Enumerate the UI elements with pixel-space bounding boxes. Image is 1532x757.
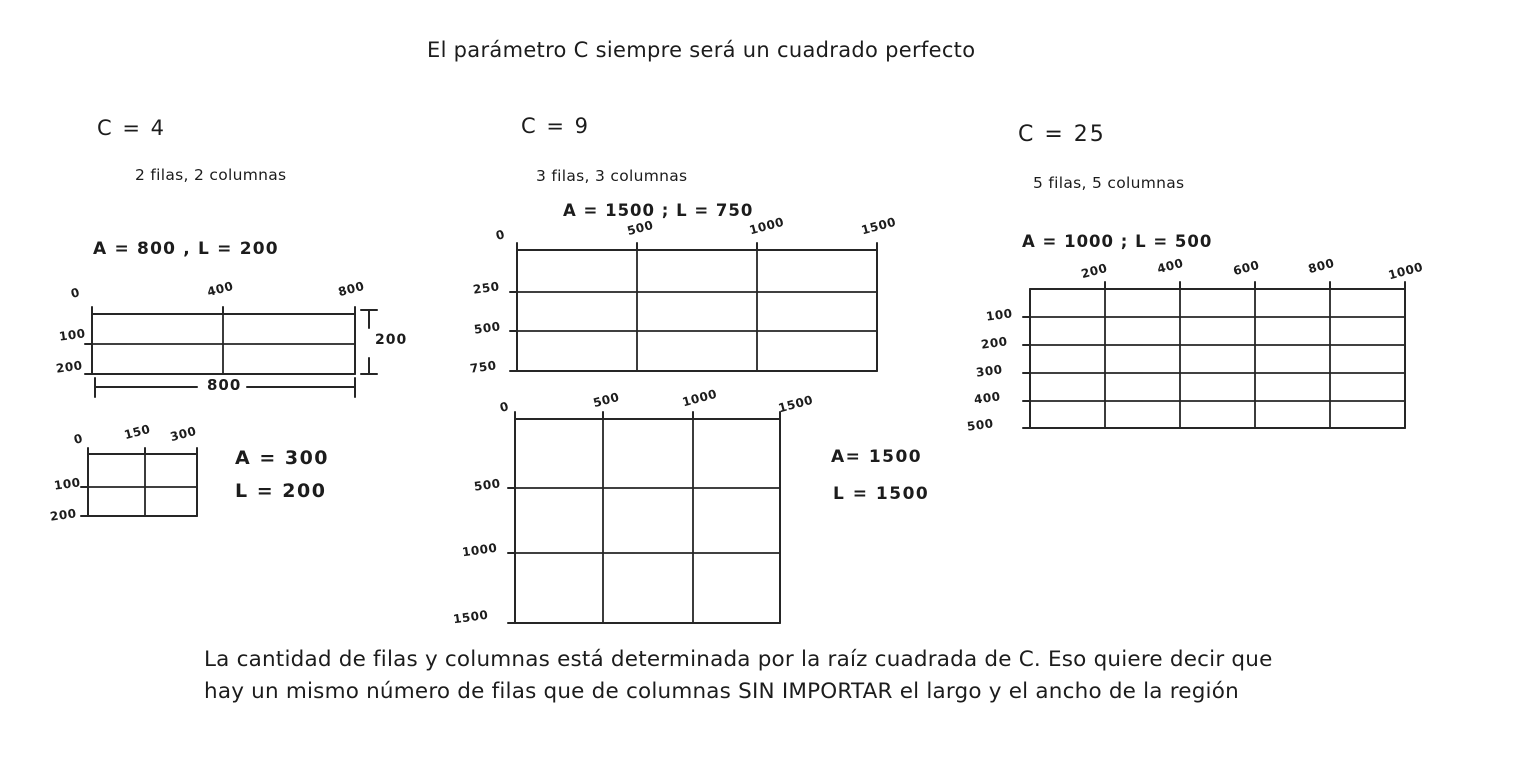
x-tick-label: 1000 [747,214,786,238]
y-tick-label: 1500 [452,607,490,627]
x-tick-label: 400 [1155,255,1185,277]
page-title: El parámetro C siempre será un cuadrado perfecto [427,38,976,62]
grid-c9-square-lines [440,385,930,640]
y-tick-label: 200 [980,334,1009,352]
x-tick-label: 500 [591,389,621,411]
y-tick-label: 100 [985,306,1014,324]
grid-c4-large [55,280,415,410]
x-tick-label: 500 [625,217,655,239]
x-tick-label: 800 [336,278,366,300]
grid-c25-label: A = 1000 ; L = 500 [1022,232,1213,251]
y-tick-label: 500 [473,476,502,494]
grid-c9-wide-label: A = 1500 ; L = 750 [563,201,754,220]
x-tick-label: 1000 [680,386,719,410]
x-tick-label: 300 [168,423,198,445]
y-tick-label: 1000 [461,540,499,560]
footer-note [204,644,1273,708]
x-tick-label: 1000 [1386,259,1425,283]
area-label: A = 300 [235,447,330,469]
y-tick-label: 300 [975,362,1004,380]
y-tick-label: 200 [49,506,78,524]
length-label: L = 200 [235,480,327,502]
x-tick-label: 0 [69,285,82,301]
grid-c25 [960,225,1490,445]
y-tick-label: 200 [55,358,84,376]
x-tick-label: 800 [1306,255,1336,277]
y-tick-label: 100 [58,326,87,344]
footer-line-2: hay un mismo número de filas que de columnas SIN IMPORTAR el largo y el ancho de la región [204,679,1239,704]
grid-c25-lines [960,225,1490,445]
y-tick-label: 500 [473,319,502,337]
section-c4-heading: C = 4 [97,116,166,140]
y-tick-label: 250 [472,279,501,297]
x-tick-label: 150 [122,421,152,443]
footer-line-1: La cantidad de filas y columnas está determinada por la raíz cuadrada de C. Eso quiere decir que [204,647,1273,672]
grid-c9-wide-lines [450,195,925,390]
x-tick-label: 200 [1079,260,1109,282]
x-tick-label: 400 [205,278,235,300]
x-tick-label: 0 [72,431,85,447]
x-tick-label: 0 [494,227,507,243]
section-c4-subheading: 2 filas, 2 columnas [135,166,287,184]
y-tick-label: 500 [966,416,995,434]
x-tick-label: 1500 [776,392,815,416]
grid-c4-small-lines [50,418,390,533]
y-tick-label: 100 [53,475,82,493]
x-tick-label: 1500 [859,214,898,238]
x-tick-label: 600 [1231,257,1261,279]
section-c25-heading: C = 25 [1018,122,1106,147]
grid-c9-wide [450,195,925,390]
width-measure-label: 800 [203,376,245,394]
section-c9-heading: C = 9 [521,114,590,138]
y-tick-label: 750 [469,358,498,376]
section-c25-subheading: 5 filas, 5 columnas [1033,174,1185,192]
x-tick-label: 0 [498,399,511,415]
grid-c4-small [50,418,390,533]
height-measure-label: 200 [375,332,408,348]
y-tick-label: 400 [973,389,1002,407]
length-label: L = 1500 [833,484,930,504]
grid-c4-large-label: A = 800 , L = 200 [93,239,279,259]
section-c9-subheading: 3 filas, 3 columnas [536,167,688,185]
area-label: A= 1500 [831,447,923,467]
grid-c9-square [440,385,930,640]
